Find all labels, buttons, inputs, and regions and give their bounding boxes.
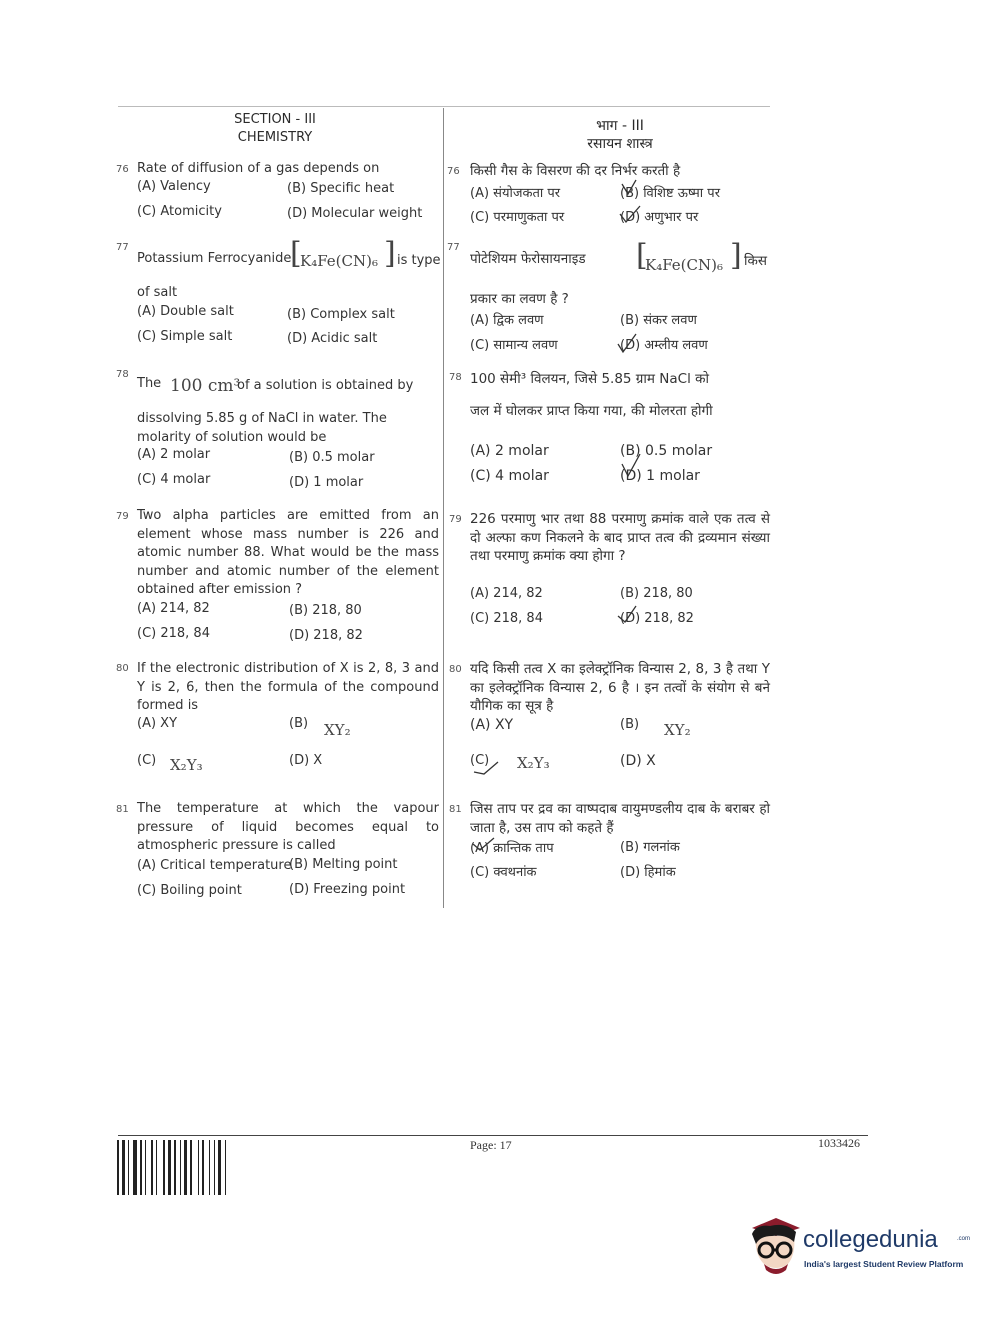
option-c-hindi: (C) क्वथनांक (470, 865, 537, 880)
option-d: (D) 218, 82 (289, 628, 363, 643)
option-a-hindi: (A) XY (470, 717, 514, 733)
option-b: (B) Melting point (289, 857, 398, 872)
option-c-hindi: (C) (470, 753, 490, 768)
option-b: (B) Complex salt (287, 307, 395, 322)
barcode-bar (151, 1140, 153, 1195)
option-c-formula: X₂Y₃ (170, 756, 203, 774)
brand-name: collegedunia (803, 1226, 938, 1253)
question-77-text-b: is type (397, 253, 441, 268)
question-number: 77 (116, 242, 129, 253)
document-id: 1033426 (818, 1136, 860, 1150)
option-d-hindi: (D) अणुभार पर (620, 210, 699, 225)
question-81-hindi: जिस ताप पर द्रव का वाष्पदाब वायुमण्डलीय दाब के बराबर हो जाता है, उस ताप को कहते हैं (470, 801, 770, 836)
question-79-text: Two alpha particles are emitted from an element whose mass number is 226 and atomic number 88. What would be the mass number and atomic number of the element obtained after emission ? (137, 508, 439, 597)
question-78-hindi-b: जल में घोलकर प्राप्त किया गया, की मोलरता होगी (470, 403, 713, 419)
question-number-hindi: 81 (449, 804, 462, 815)
section-title: SECTION - III (234, 112, 316, 127)
formula-hindi: K₄Fe(CN)₆ (645, 256, 724, 274)
question-81-text: The temperature at which the vapour pressure of liquid becomes equal to atmospheric pressure is called (137, 801, 439, 853)
barcode-bar (145, 1140, 146, 1195)
barcode-bar (133, 1140, 137, 1195)
option-d: (D) 1 molar (289, 475, 364, 490)
question-77-text-a: Potassium Ferrocyanide (137, 251, 292, 266)
option-a-hindi: (A) 2 molar (470, 443, 549, 459)
option-d: (D) X (289, 753, 323, 768)
formula: K₄Fe(CN)₆ (300, 252, 379, 270)
barcode-bar (117, 1140, 119, 1195)
formula-bracket-left: [ (290, 236, 302, 271)
barcode-bar (209, 1140, 210, 1195)
option-b: (B) (289, 716, 309, 731)
question-76-hindi: किसी गैस के विसरण की दर निर्भर करती है (470, 163, 681, 179)
option-d-hindi: (D) अम्लीय लवण (620, 338, 708, 353)
barcode-bar (198, 1140, 199, 1195)
question-number-hindi: 76 (447, 166, 460, 177)
question-79-hindi: 226 परमाणु भार तथा 88 परमाणु क्रमांक वाले एक तत्व से दो अल्फा कण निकलने के बाद प्राप्त तत्व की द्रव्यमान संख्या तथा परमाणु क्रमांक क्या होगा ? (470, 511, 770, 564)
option-d-hindi: (D) 1 molar (620, 468, 700, 484)
option-b-hindi: (B) विशिष्ट ऊष्मा पर (620, 186, 721, 201)
option-b-formula: XY₂ (324, 721, 351, 739)
option-a-hindi: (A) द्विक लवण (470, 313, 544, 328)
option-a: (A) Double salt (137, 304, 234, 319)
option-a: (A) Critical temperature (137, 858, 292, 873)
option-c-hindi: (C) 218, 84 (470, 611, 543, 626)
barcode-bar (214, 1140, 215, 1195)
question-76-text: Rate of diffusion of a gas depends on (137, 161, 380, 176)
option-d: (D) Molecular weight (287, 206, 423, 221)
question-78-text-c: dissolving 5.85 g of NaCl in water. The molarity of solution would be (137, 411, 387, 445)
option-d-hindi: (D) 218, 82 (620, 611, 694, 626)
question-78-hindi-a: 100 सेमी³ विलयन, जिसे 5.85 ग्राम NaCl को (470, 371, 709, 387)
question-77-hindi-a: पोटेशियम फेरोसायनाइड (470, 251, 586, 267)
option-b-hindi: (B) संकर लवण (620, 313, 697, 328)
option-c-hindi: (C) सामान्य लवण (470, 338, 558, 353)
barcode (116, 1140, 271, 1195)
subject-title-hindi: रसायन शास्त्र (587, 136, 653, 152)
column-divider (443, 108, 444, 908)
formula-bracket-right: ] (730, 238, 742, 273)
option-b: (B) 218, 80 (289, 603, 362, 618)
option-c: (C) Boiling point (137, 883, 242, 898)
question-number: 80 (116, 663, 129, 674)
formula-bracket-left: [ (636, 238, 648, 273)
page-number: Page: 17 (470, 1138, 512, 1152)
barcode-bar (140, 1140, 142, 1195)
option-a-hindi: (A) संयोजकता पर (470, 186, 561, 201)
option-b-hindi: (B) (620, 717, 640, 732)
question-number: 79 (116, 511, 129, 522)
question-77-text-c: of salt (137, 285, 178, 300)
barcode-bar (128, 1140, 129, 1195)
barcode-bar (202, 1140, 204, 1195)
brand-tagline: India's largest Student Review Platform (804, 1259, 964, 1269)
option-b-hindi: (B) गलनांक (620, 840, 680, 855)
option-b: (B) 0.5 molar (289, 450, 375, 465)
hindi-header (555, 117, 685, 153)
option-b: (B) Specific heat (287, 181, 395, 196)
barcode-bar (168, 1140, 171, 1195)
option-d-hindi: (D) हिमांक (620, 865, 676, 880)
option-a: (A) 214, 82 (137, 601, 210, 616)
option-c: (C) (137, 753, 157, 768)
option-d: (D) Freezing point (289, 882, 406, 897)
question-number-hindi: 80 (449, 664, 462, 675)
subject-title: CHEMISTRY (237, 130, 313, 145)
question-80-text: If the electronic distribution of X is 2, 8, 3 and Y is 2, 6, then the formula of the compound formed is (137, 661, 439, 713)
question-80-hindi: यदि किसी तत्व X का इलेक्ट्रॉनिक विन्यास 2, 8, 3 है तथा Y का इलेक्ट्रॉनिक विन्यास 2, 6 है । इन तत्वों के संयोग से बने यौगिक का सूत्र है (470, 661, 770, 714)
question-number: 76 (116, 164, 129, 175)
option-c: (C) Simple salt (137, 329, 233, 344)
question-number: 78 (116, 369, 129, 380)
option-c-hindi: (C) परमाणुकता पर (470, 210, 565, 225)
option-a: (A) XY (137, 716, 178, 731)
question-77-hindi-c: प्रकार का लवण है ? (470, 291, 569, 307)
barcode-bar (218, 1140, 221, 1195)
option-d-hindi: (D) X (620, 753, 656, 769)
top-rule (118, 106, 770, 107)
option-d: (D) Acidic salt (287, 331, 378, 346)
option-b-formula-hindi: XY₂ (664, 721, 691, 739)
formula-bracket-right: ] (384, 236, 396, 271)
barcode-bar (122, 1140, 125, 1195)
english-header (215, 111, 335, 147)
volume-expression: 100 cm³ (170, 376, 241, 396)
option-b-hindi: (B) 0.5 molar (620, 443, 713, 459)
question-number-hindi: 77 (447, 242, 460, 253)
question-number-hindi: 79 (449, 514, 462, 525)
question-77-hindi-b: किस (744, 253, 767, 269)
option-a-hindi: (A) क्रान्तिक ताप (470, 841, 554, 856)
barcode-bar (163, 1140, 165, 1195)
option-b-hindi: (B) 218, 80 (620, 586, 693, 601)
question-number: 81 (116, 804, 129, 815)
option-c-formula-hindi: X₂Y₃ (517, 754, 550, 772)
barcode-bar (180, 1140, 181, 1195)
option-c-hindi: (C) 4 molar (470, 468, 549, 484)
barcode-bar (174, 1140, 176, 1195)
barcode-bar (156, 1140, 157, 1195)
option-a-hindi: (A) 214, 82 (470, 586, 543, 601)
question-78-text-a: The (137, 376, 162, 391)
section-title-hindi: भाग - III (596, 118, 644, 134)
barcode-bar (184, 1140, 187, 1195)
collegedunia-logo-icon (742, 1214, 802, 1278)
option-c: (C) 218, 84 (137, 626, 210, 641)
option-a: (A) Valency (137, 179, 211, 194)
question-number-hindi: 78 (449, 372, 462, 383)
option-c: (C) 4 molar (137, 472, 211, 487)
brand-dotcom: .com (957, 1236, 971, 1242)
barcode-bar (225, 1140, 226, 1195)
question-78-text-b: of a solution is obtained by (237, 378, 414, 393)
footer-rule (118, 1135, 868, 1136)
option-c: (C) Atomicity (137, 204, 222, 219)
option-a: (A) 2 molar (137, 447, 211, 462)
barcode-bar (190, 1140, 192, 1195)
